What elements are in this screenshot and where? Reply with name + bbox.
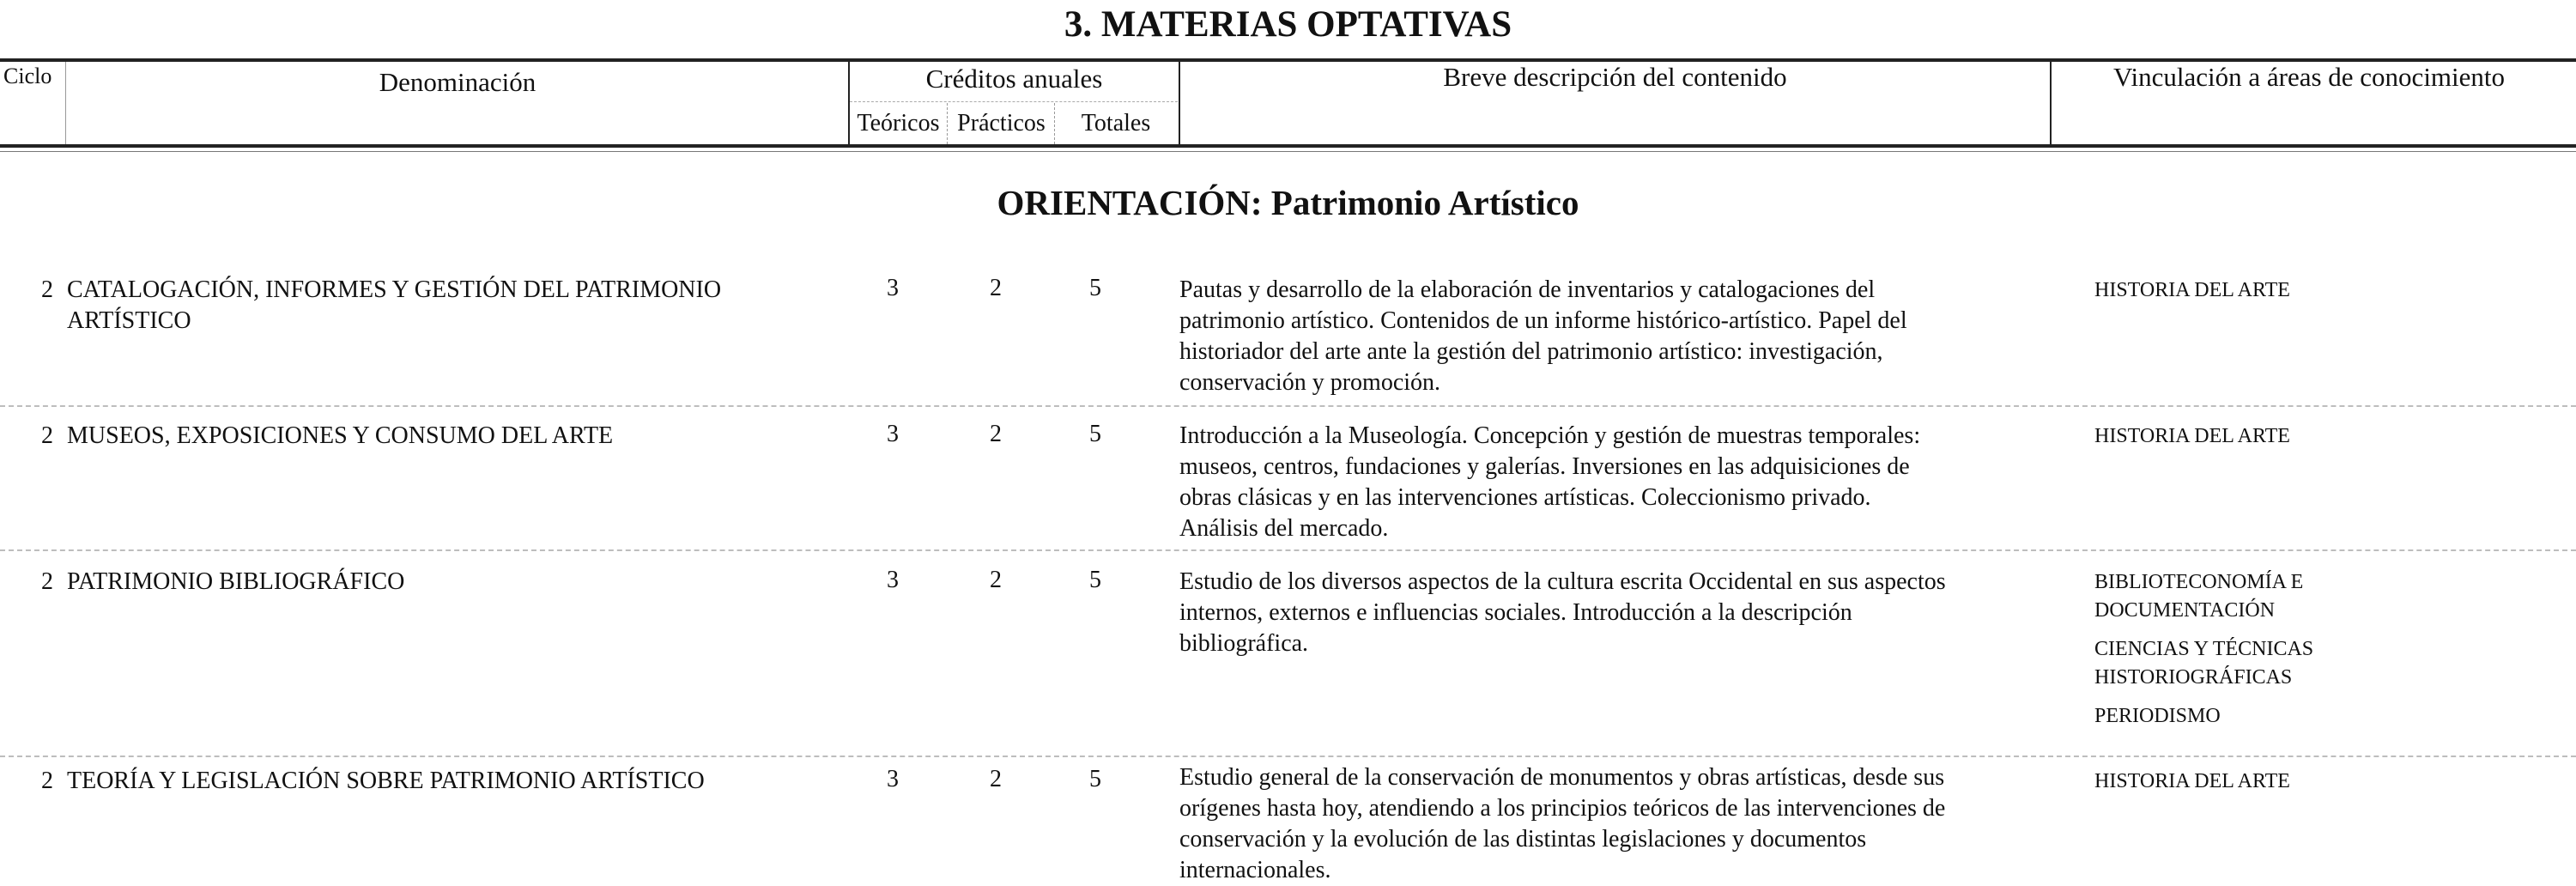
row-areas: HISTORIA DEL ARTE [2094,770,2290,792]
orientation-heading: ORIENTACIÓN: Patrimonio Artístico [997,183,1579,222]
row-ciclo: 2 [41,768,53,794]
row-teoricos: 3 [887,275,899,301]
creditos-sub-rule [850,101,1178,102]
sub-sep-1 [947,103,948,144]
row-ciclo: 2 [41,276,53,303]
page-title: 3. MATERIAS OPTATIVAS [1064,4,1512,45]
row-teoricos: 3 [887,567,899,593]
row-description: Pautas y desarrollo de la elaboración de inventarios y catalogaciones del patrimonio artístico. Contenidos de un informe histórico-artístico. Papel del historiador del arte ante la gestión del patrimonio artístico: investigación, conservación y promoción. [1179,276,1907,396]
header-teoricos: Teóricos [857,110,940,137]
row-areas: BIBLIOTECONOMÍA E DOCUMENTACIÓN CIENCIAS Y TÉCNICAS HISTORIOGRÁFICAS PERIODISMO [2094,571,2314,727]
row-divider [0,756,2576,757]
header-practicos: Prácticos [957,110,1046,137]
row-practicos: 2 [990,766,1002,792]
col-sep-ciclo [65,62,66,144]
row-totales: 5 [1089,421,1101,447]
header-totales: Totales [1081,110,1151,137]
row-name: CATALOGACIÓN, INFORMES Y GESTIÓN DEL PATRIMONIO ARTÍSTICO [67,276,722,334]
row-areas: HISTORIA DEL ARTE [2094,279,2290,301]
row-practicos: 2 [990,567,1002,593]
header-bottom-rule-thin [0,151,2576,152]
row-totales: 5 [1089,766,1101,792]
row-totales: 5 [1089,275,1101,301]
sub-sep-2 [1054,103,1055,144]
row-name: TEORÍA Y LEGISLACIÓN SOBRE PATRIMONIO ARTÍSTICO [67,768,705,794]
row-description: Estudio de los diversos aspectos de la cultura escrita Occidental en sus aspectos internos, externos e influencias sociales. Introducción a la descripción bibliográfica. [1179,568,1946,657]
header-creditos: Créditos anuales [925,64,1103,94]
row-name: MUSEOS, EXPOSICIONES Y CONSUMO DEL ARTE [67,422,614,449]
row-practicos: 2 [990,275,1002,301]
row-practicos: 2 [990,421,1002,447]
row-areas: HISTORIA DEL ARTE [2094,425,2290,447]
row-teoricos: 3 [887,421,899,447]
row-name: PATRIMONIO BIBLIOGRÁFICO [67,568,405,595]
row-teoricos: 3 [887,766,899,792]
row-ciclo: 2 [41,422,53,449]
header-descripcion: Breve descripción del contenido [1443,62,1787,92]
header-ciclo: Ciclo [3,64,52,88]
header-vinculacion: Vinculación a áreas de conocimiento [2112,62,2506,92]
row-totales: 5 [1089,567,1101,593]
row-divider [0,405,2576,407]
row-description: Estudio general de la conservación de monumentos y obras artísticas, desde sus orígenes hasta hoy, atendiendo a los principios teóricos de las intervenciones de conservación y la evolución de las distintas legislaciones y documentos internacionales. [1179,764,1946,883]
row-ciclo: 2 [41,568,53,595]
row-description: Introducción a la Museología. Concepción y gestión de muestras temporales: museos, centros, fundaciones y galerías. Inversiones en las adquisiciones de obras clásicas y en las intervenciones artísticas. Coleccionismo privado. Análisis del mercado. [1179,422,1921,542]
header-bottom-rule [0,144,2576,148]
header-denominacion: Denominación [379,67,536,97]
row-divider [0,549,2576,551]
